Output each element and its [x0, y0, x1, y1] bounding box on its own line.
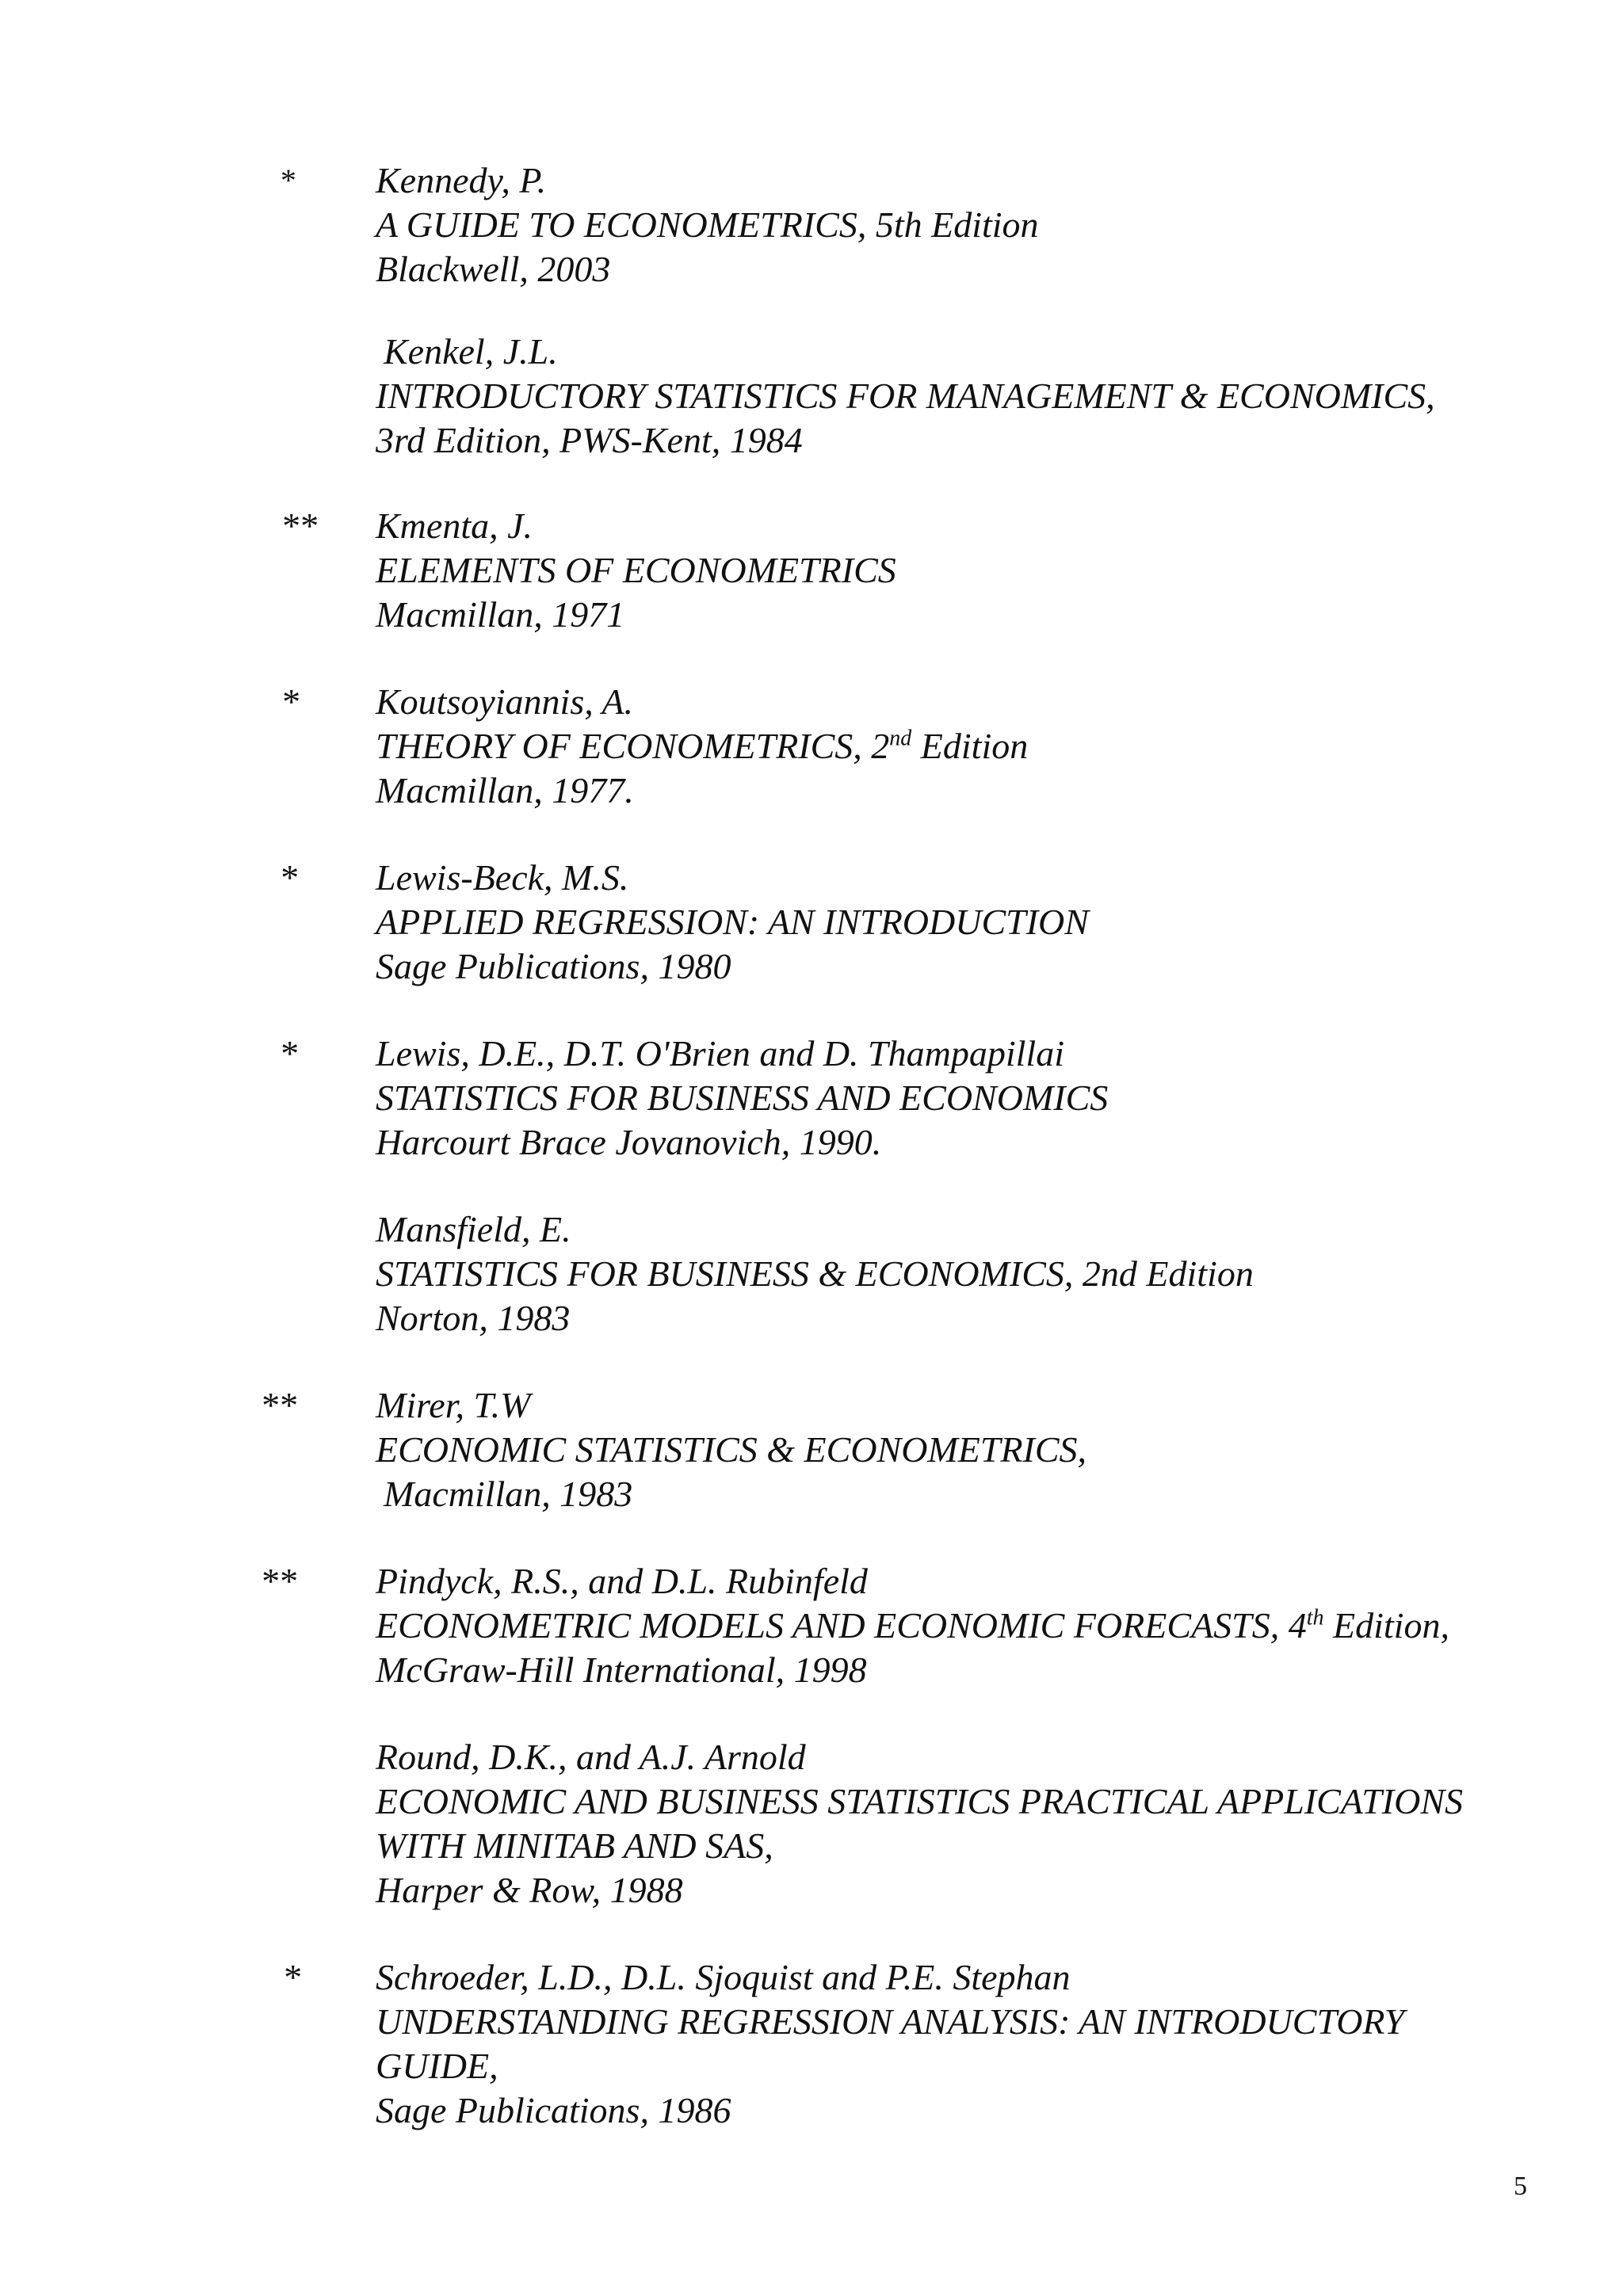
reference-publisher: Macmillan, 1977. [376, 770, 634, 810]
reference-author: Lewis, D.E., D.T. O'Brien and D. Thampapillai [376, 1033, 1064, 1074]
reference-author: Mirer, T.W [376, 1385, 531, 1425]
reference-author: Pindyck, R.S., and D.L. Rubinfeld [376, 1561, 868, 1601]
reference-title: STATISTICS FOR BUSINESS & ECONOMICS, 2nd Edition [376, 1253, 1254, 1294]
importance-marker: ** [260, 1561, 296, 1601]
reference-body [376, 1559, 1564, 1692]
reference-title: UNDERSTANDING REGRESSION ANALYSIS: AN INTRODUCTORY [376, 2001, 1405, 2042]
importance-marker: ** [260, 1385, 296, 1425]
reference-publisher: Blackwell, 2003 [376, 249, 611, 289]
reference-author: Koutsoyiannis, A. [376, 681, 634, 722]
reference-publisher: Macmillan, 1983 [384, 1474, 633, 1514]
reference-title: INTRODUCTORY STATISTICS FOR MANAGEMENT & ECONOMICS, [376, 376, 1435, 416]
reference-author: Schroeder, L.D., D.L. Sjoquist and P.E. Stephan [376, 1957, 1071, 1997]
reference-publisher: McGraw-Hill International, 1998 [376, 1650, 867, 1690]
importance-marker: * [282, 1957, 300, 1997]
reference-body [376, 1207, 1564, 1341]
reference-body [376, 1383, 1564, 1516]
reference-publisher: Harper & Row, 1988 [376, 1870, 683, 1910]
reference-body [376, 1032, 1564, 1165]
reference-title: ECONOMIC AND BUSINESS STATISTICS PRACTICAL APPLICATIONS [376, 1781, 1464, 1821]
reference-title: ECONOMIC STATISTICS & ECONOMETRICS, [376, 1429, 1087, 1470]
importance-marker: * [281, 681, 299, 722]
importance-marker: * [279, 162, 295, 198]
reference-title-continued: GUIDE, [376, 2046, 498, 2086]
importance-marker: * [279, 857, 297, 898]
reference-publisher: Sage Publications, 1986 [376, 2090, 731, 2130]
reference-body [376, 330, 1564, 463]
reference-title: ELEMENTS OF ECONOMETRICS [376, 550, 896, 590]
reference-title: APPLIED REGRESSION: AN INTRODUCTION [376, 902, 1089, 942]
reference-publisher: Harcourt Brace Jovanovich, 1990. [376, 1122, 882, 1162]
reference-body [376, 504, 1564, 637]
reference-author: Kennedy, P. [376, 160, 547, 200]
reference-body [376, 158, 1564, 292]
importance-marker: ** [281, 505, 317, 546]
reference-body [376, 680, 1564, 813]
reference-publisher: Sage Publications, 1980 [376, 946, 731, 986]
reference-body [376, 1735, 1564, 1913]
reference-author: Kenkel, J.L. [384, 331, 558, 372]
reference-author: Mansfield, E. [376, 1209, 571, 1249]
reference-publisher: 3rd Edition, PWS-Kent, 1984 [376, 420, 803, 460]
reference-title: ECONOMETRIC MODELS AND ECONOMIC FORECASTS, 4th Edition, [376, 1605, 1449, 1646]
page-number: 5 [1514, 2172, 1527, 2201]
reference-title-continued: WITH MINITAB AND SAS, [376, 1825, 773, 1866]
reference-author: Lewis-Beck, M.S. [376, 857, 629, 898]
reference-author: Kmenta, J. [376, 505, 533, 546]
reference-title: THEORY OF ECONOMETRICS, 2nd Edition [376, 726, 1029, 766]
importance-marker: * [279, 1033, 297, 1074]
reference-title: A GUIDE TO ECONOMETRICS, 5th Edition [376, 204, 1039, 245]
reference-publisher: Macmillan, 1971 [376, 594, 625, 635]
reference-title: STATISTICS FOR BUSINESS AND ECONOMICS [376, 1077, 1109, 1118]
reference-publisher: Norton, 1983 [376, 1298, 571, 1338]
reference-body [376, 1955, 1564, 2133]
reference-author: Round, D.K., and A.J. Arnold [376, 1737, 806, 1777]
reference-body [376, 856, 1564, 989]
